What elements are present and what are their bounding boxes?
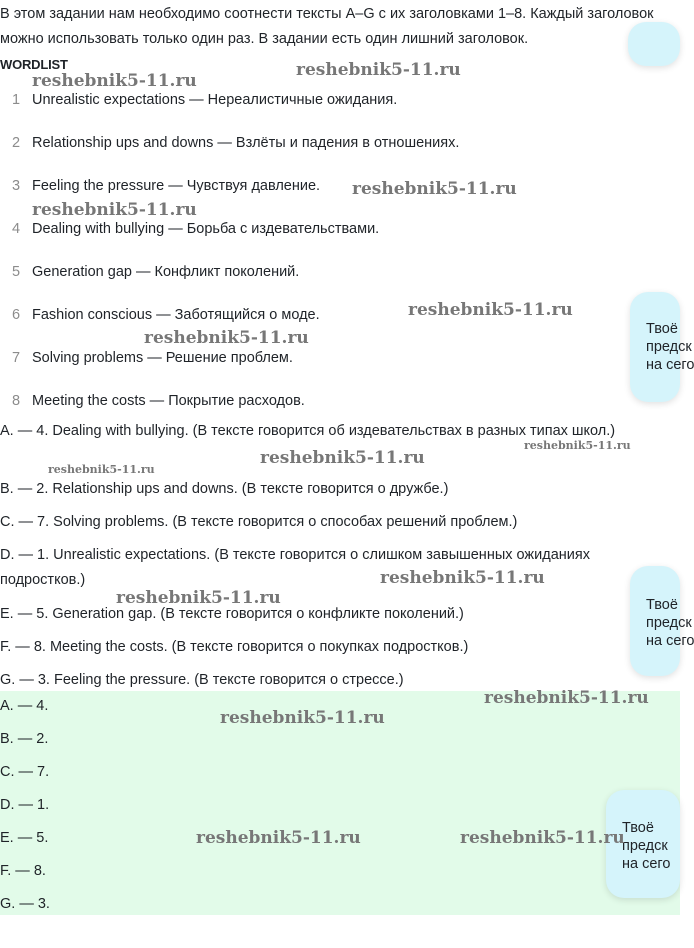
wordlist-item-number: 1 xyxy=(12,92,21,108)
answer-paragraph: E. — 5. Generation gap. (В тексте говорится о конфликте поколений.) xyxy=(0,606,464,622)
short-answer: C. — 7. xyxy=(0,764,50,780)
wordlist-item xyxy=(12,133,459,153)
promo-line: на сего xyxy=(646,633,694,649)
watermark: reshebnik5-11.ru xyxy=(196,828,361,848)
short-answer: D. — 1. xyxy=(0,797,50,813)
promo-line: предск xyxy=(622,838,668,854)
watermark: reshebnik5-11.ru xyxy=(484,688,649,708)
wordlist-item xyxy=(12,391,305,411)
watermark: reshebnik5-11.ru xyxy=(32,71,197,91)
wordlist-item-text: Feeling the pressure — Чувствуя давление. xyxy=(32,178,321,194)
wordlist-item-number: 5 xyxy=(12,264,21,280)
short-answer: G. — 3. xyxy=(0,896,50,912)
promo-popup[interactable] xyxy=(628,22,680,66)
promo-line: Твоё xyxy=(646,597,678,613)
watermark: reshebnik5-11.ru xyxy=(144,328,309,348)
answer-paragraph: A. — 4. Dealing with bullying. (В тексте говорится об издевательствах в разных типах школ.) xyxy=(0,423,616,439)
watermark: reshebnik5-11.ru xyxy=(260,448,425,468)
wordlist-item xyxy=(12,348,293,368)
wordlist-item xyxy=(12,219,379,239)
wordlist-item-text: Unrealistic expectations — Нереалистичные ожидания. xyxy=(32,92,398,108)
answer-paragraph: C. — 7. Solving problems. (В тексте говорится о способах решений проблем.) xyxy=(0,514,518,530)
promo-line: на сего xyxy=(646,357,694,373)
watermark: reshebnik5-11.ru xyxy=(116,588,281,608)
wordlist-item-number: 8 xyxy=(12,393,21,409)
wordlist-item-text: Dealing with bullying — Борьба с издевательствами. xyxy=(32,221,380,237)
wordlist-item xyxy=(12,176,320,196)
wordlist-item-text: Generation gap — Конфликт поколений. xyxy=(32,264,300,280)
watermark: reshebnik5-11.ru xyxy=(380,568,545,588)
answer-paragraph: D. — 1. Unrealistic expectations. (В тексте говорится о слишком завышенных ожиданиях подростков.) xyxy=(0,547,590,588)
promo-popup[interactable] xyxy=(630,292,694,402)
watermark: reshebnik5-11.ru xyxy=(352,179,517,199)
wordlist-item-text: Meeting the costs — Покрытие расходов. xyxy=(32,393,305,409)
wordlist-item xyxy=(12,90,397,110)
answer-paragraph: F. — 8. Meeting the costs. (В тексте говорится о покупках подростков.) xyxy=(0,639,469,655)
wordlist-item-number: 4 xyxy=(12,221,21,237)
watermark: reshebnik5-11.ru xyxy=(220,708,385,728)
wordlist-item-text: Relationship ups and downs — Взлёты и падения в отношениях. xyxy=(32,135,460,151)
watermark: reshebnik5-11.ru xyxy=(32,200,197,220)
wordlist-item-number: 7 xyxy=(12,350,21,366)
wordlist-item xyxy=(12,305,320,325)
promo-line: Твоё xyxy=(646,321,678,337)
short-answer: E. — 5. xyxy=(0,830,49,846)
wordlist-item-text: Fashion conscious — Заботящийся о моде. xyxy=(32,307,320,323)
promo-popup[interactable] xyxy=(630,566,694,676)
promo-line: предск xyxy=(646,339,692,355)
wordlist-title: WORDLIST xyxy=(0,57,68,72)
answer-paragraph: G. — 3. Feeling the pressure. (В тексте говорится о стрессе.) xyxy=(0,672,404,688)
wordlist-item-number: 6 xyxy=(12,307,21,323)
promo-line: на сего xyxy=(622,856,671,872)
short-answer: A. — 4. xyxy=(0,698,49,714)
task-intro: В этом задании нам необходимо соотнести тексты A–G с их заголовками 1–8. Каждый заголовок можно использовать только один раз. В задании есть один лишний заголовок. xyxy=(0,6,654,47)
wordlist-item-text: Solving problems — Решение проблем. xyxy=(32,350,293,366)
watermark: reshebnik5-11.ru xyxy=(460,828,625,848)
wordlist-item-number: 3 xyxy=(12,178,21,194)
promo-line: предск xyxy=(646,615,692,631)
answer-paragraph: B. — 2. Relationship ups and downs. (В тексте говорится о дружбе.) xyxy=(0,481,449,497)
watermark: reshebnik5-11.ru xyxy=(48,463,155,476)
wordlist-item-number: 2 xyxy=(12,135,21,151)
short-answer: B. — 2. xyxy=(0,731,49,747)
promo-popup[interactable] xyxy=(606,790,680,898)
watermark: reshebnik5-11.ru xyxy=(408,300,573,320)
watermark: reshebnik5-11.ru xyxy=(296,60,461,80)
short-answer: F. — 8. xyxy=(0,863,46,879)
watermark: reshebnik5-11.ru xyxy=(524,439,631,452)
wordlist-item xyxy=(12,262,299,282)
promo-line: Твоё xyxy=(622,820,654,836)
short-answers-panel xyxy=(0,691,680,915)
